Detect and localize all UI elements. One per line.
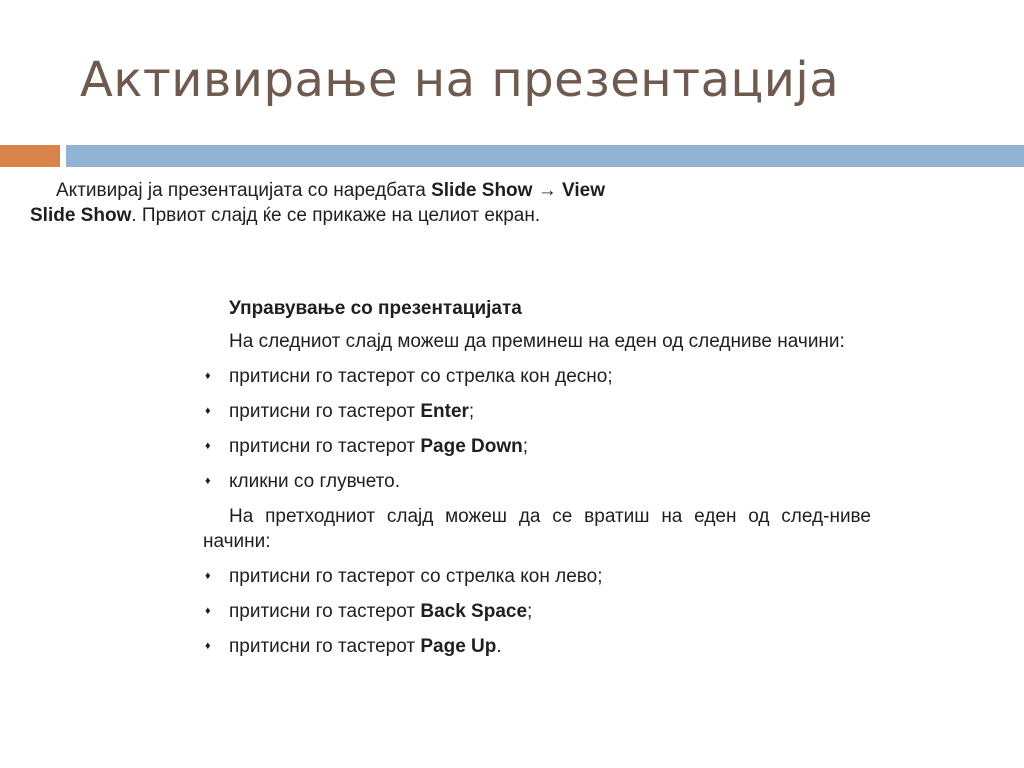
- list-item: [203, 564, 871, 589]
- intro-text-1: Активирај ја презентацијата со наредбата: [56, 180, 432, 201]
- item-suffix: ;: [468, 401, 475, 422]
- list-item: [203, 399, 871, 424]
- diamond-bullet-icon: ♦: [205, 570, 211, 582]
- item-text: притисни го тастерот со стрелка кон лево;: [229, 566, 603, 587]
- item-text: кликни со глувчето.: [229, 471, 400, 492]
- intro-line: [30, 178, 720, 203]
- accent-bar-blue: [66, 145, 1024, 167]
- intro-command-slide-show: Slide Show: [431, 180, 533, 201]
- prev-slide-list: [203, 564, 871, 659]
- prev-slide-intro: На претходниот слајд можеш да се вратиш на еден од след-ниве начини:: [203, 506, 871, 552]
- item-suffix: ;: [527, 601, 533, 622]
- item-text: притисни го тастерот: [229, 401, 421, 422]
- item-key: Back Space: [420, 601, 528, 622]
- item-text: притисни го тастерот: [229, 601, 421, 622]
- diamond-bullet-icon: ♦: [205, 475, 211, 487]
- accent-bar-orange: [0, 145, 60, 167]
- instructions-panel: [203, 296, 871, 669]
- item-text: притисни го тастерот со стрелка кон десно;: [229, 366, 613, 387]
- item-key: Page Down: [420, 436, 523, 457]
- intro-arrow: →: [532, 180, 563, 201]
- item-suffix: ;: [522, 436, 529, 457]
- list-item: [203, 634, 871, 659]
- panel-heading: Управување со презентацијата: [229, 298, 522, 319]
- intro-line: [30, 203, 720, 228]
- diamond-bullet-icon: ♦: [205, 405, 211, 417]
- item-suffix: .: [496, 636, 502, 657]
- item-text: притисни го тастерот: [229, 636, 421, 657]
- item-key: Page Up: [420, 636, 497, 657]
- list-item: [203, 469, 871, 494]
- item-text: притисни го тастерот: [229, 436, 421, 457]
- next-slide-list: [203, 364, 871, 494]
- slide-title: Активирање на презентација: [80, 52, 840, 108]
- diamond-bullet-icon: ♦: [205, 605, 211, 617]
- list-item: [203, 599, 871, 624]
- list-item: [203, 434, 871, 459]
- diamond-bullet-icon: ♦: [205, 440, 211, 452]
- intro-command-slide-show-2: Slide Show: [30, 205, 132, 226]
- intro-paragraph: [30, 178, 720, 228]
- diamond-bullet-icon: ♦: [205, 370, 211, 382]
- intro-text-2: . Првиот слајд ќе се прикаже на целиот екран.: [131, 205, 541, 226]
- list-item: [203, 364, 871, 389]
- diamond-bullet-icon: ♦: [205, 640, 211, 652]
- next-slide-intro: На следниот слајд можеш да преминеш на еден од следниве начини:: [229, 331, 845, 352]
- intro-command-view: View: [562, 180, 605, 201]
- item-key: Enter: [420, 401, 469, 422]
